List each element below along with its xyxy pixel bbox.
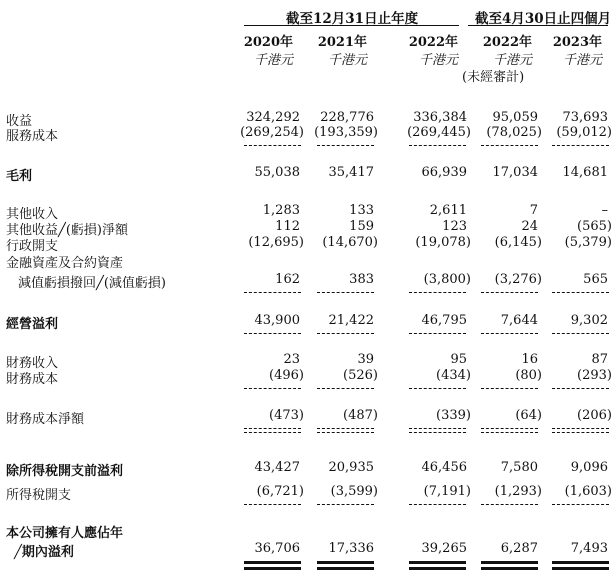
cell: 9,096	[570, 460, 608, 475]
cell: 73,693	[562, 110, 608, 125]
cell: 23	[283, 352, 300, 367]
cell: 14,681	[562, 165, 608, 180]
rule-after-finance-costs	[409, 388, 466, 389]
cell: 46,795	[421, 313, 467, 328]
row-label-income-tax: 所得稅開支	[6, 488, 72, 503]
cell: (496)	[269, 368, 304, 383]
cell: (12,695)	[248, 235, 304, 250]
cell: 66,939	[421, 165, 467, 180]
cell: 383	[349, 272, 374, 287]
cell: (565)	[577, 219, 612, 234]
col-unit-2021: 千港元	[327, 53, 367, 68]
rule-after-finance-costs	[481, 388, 538, 389]
row-label-revenue: 收益	[6, 114, 33, 129]
cell: 6,287	[500, 541, 538, 556]
cell: (64)	[515, 408, 542, 423]
rule-after-net-finance	[409, 428, 466, 429]
rule-after-operating-profit	[409, 333, 466, 334]
row-label-finance-income: 財務收入	[6, 356, 59, 371]
cell: (526)	[343, 368, 378, 383]
cell: 112	[275, 219, 300, 234]
cell: 7,644	[500, 313, 538, 328]
cell: (269,254)	[240, 125, 304, 140]
rule-final-total	[317, 567, 374, 573]
rule-after-net-finance	[481, 432, 538, 433]
cell: –	[601, 203, 608, 218]
cell: (6,145)	[494, 235, 542, 250]
col-year-2022: 2022年	[408, 35, 458, 50]
row-label-gross-profit: 毛利	[6, 169, 33, 184]
col-unit-2022-four-months: 千港元	[492, 53, 532, 68]
rule-after-finance-costs	[244, 388, 301, 389]
cell: 95	[450, 352, 467, 367]
rule-after-net-finance	[552, 428, 609, 429]
rule-after-income-tax	[244, 504, 301, 505]
rule-final-total	[481, 567, 538, 573]
cell: 21,422	[328, 313, 374, 328]
rule-after-impairment	[552, 292, 609, 293]
cell: (1,293)	[494, 484, 542, 499]
cell: (193,359)	[314, 125, 378, 140]
rule-final-total	[552, 567, 609, 573]
cell: 133	[349, 203, 374, 218]
rule-after-income-tax	[317, 504, 374, 505]
col-year-2023-four-months: 2023年	[552, 35, 602, 50]
rule-after-operating-profit	[317, 333, 374, 334]
row-label-profit-period: ╱期內溢利	[14, 545, 74, 560]
col-year-2020: 2020年	[243, 35, 293, 50]
col-year-2022-four-months: 2022年	[482, 35, 532, 50]
cell: 159	[349, 219, 374, 234]
cell: 35,417	[328, 165, 374, 180]
cell: 43,900	[254, 313, 300, 328]
cell: (78,025)	[486, 125, 542, 140]
cell: (434)	[436, 368, 471, 383]
rule-after-net-finance	[409, 432, 466, 433]
cell: (473)	[269, 408, 304, 423]
row-label-finance-costs: 財務成本	[6, 372, 59, 387]
cell: 20,935	[328, 460, 374, 475]
cell: 17,336	[328, 541, 374, 556]
cell: 565	[583, 272, 608, 287]
rule-after-net-finance	[552, 432, 609, 433]
cell: 162	[275, 272, 300, 287]
cell: (206)	[577, 408, 612, 423]
col-unit-2020: 千港元	[253, 53, 293, 68]
cell: (14,670)	[322, 235, 378, 250]
row-label-other-income: 其他收入	[6, 207, 59, 222]
col-year-2021: 2021年	[317, 35, 367, 50]
cell: 9,302	[570, 313, 608, 328]
cell: (5,379)	[564, 235, 612, 250]
cell: 16	[521, 352, 538, 367]
row-label-admin-expenses: 行政開支	[6, 239, 59, 254]
row-label-financial-assets: 金融資產及合約資產	[6, 256, 124, 271]
cell: 43,427	[254, 460, 300, 475]
rule-after-income-tax	[481, 504, 538, 505]
cell: 36,706	[254, 541, 300, 556]
rule-after-operating-profit	[481, 333, 538, 334]
row-label-other-gains-losses: 其他收益╱(虧損)淨額	[6, 223, 128, 238]
cell: 46,456	[421, 460, 467, 475]
rule-after-cost	[317, 145, 374, 146]
rule-after-operating-profit	[552, 333, 609, 334]
cell: 336,384	[413, 110, 467, 125]
cell: 95,059	[492, 110, 538, 125]
cell: (1,603)	[564, 484, 612, 499]
cell: (487)	[343, 408, 378, 423]
cell: (6,721)	[256, 484, 304, 499]
rule-after-income-tax	[552, 504, 609, 505]
cell: (269,445)	[407, 125, 471, 140]
row-label-net-finance-costs: 財務成本淨額	[6, 412, 85, 427]
cell: 55,038	[254, 165, 300, 180]
rule-after-finance-costs	[317, 388, 374, 389]
rule-final-total	[244, 567, 301, 573]
col-unit-2023-four-months: 千港元	[562, 53, 602, 68]
rule-final-total	[409, 567, 466, 573]
rule-after-cost	[244, 145, 301, 146]
cell: 7,493	[570, 541, 608, 556]
rule-after-net-finance	[317, 428, 374, 429]
cell: 228,776	[320, 110, 374, 125]
rule-after-income-tax	[409, 504, 466, 505]
row-label-impairment: 減值虧損撥回╱(減值虧損)	[18, 276, 166, 291]
cell: (3,800)	[423, 272, 471, 287]
cell: (7,191)	[423, 484, 471, 499]
cell: 2,611	[429, 203, 467, 218]
rule-after-cost	[481, 145, 538, 146]
rule-after-impairment	[409, 292, 466, 293]
header-group-four-months-underline	[468, 25, 608, 26]
cell: (3,599)	[330, 484, 378, 499]
row-label-operating-profit: 經營溢利	[6, 317, 59, 332]
header-group-year: 截至12月31日止年度	[286, 11, 419, 27]
rule-after-cost	[552, 145, 609, 146]
cell: 7,580	[500, 460, 538, 475]
cell: 24	[521, 219, 538, 234]
rule-after-operating-profit	[244, 333, 301, 334]
rule-after-impairment	[317, 292, 374, 293]
rule-after-cost	[409, 145, 466, 146]
cell: 39	[357, 352, 374, 367]
cell: (80)	[515, 368, 542, 383]
cell: (59,012)	[556, 125, 612, 140]
rule-after-net-finance	[244, 428, 301, 429]
cell: 17,034	[492, 165, 538, 180]
cell: (293)	[577, 368, 612, 383]
col-note-unaudited: (未經審計)	[462, 70, 525, 85]
cell: (3,276)	[494, 272, 542, 287]
col-unit-2022: 千港元	[418, 53, 458, 68]
cell: 1,283	[262, 203, 300, 218]
cell: (339)	[436, 408, 471, 423]
rule-after-impairment	[481, 292, 538, 293]
rule-after-net-finance	[317, 432, 374, 433]
cell: 123	[442, 219, 467, 234]
row-label-profit-before-tax: 除所得稅開支前溢利	[6, 464, 124, 479]
header-group-year-underline	[244, 25, 459, 26]
row-label-profit-attributable: 本公司擁有人應佔年	[6, 526, 124, 541]
cell: (19,078)	[415, 235, 471, 250]
row-label-cost-of-services: 服務成本	[6, 129, 59, 144]
rule-after-net-finance	[244, 432, 301, 433]
cell: 324,292	[246, 110, 300, 125]
cell: 7	[529, 203, 538, 218]
rule-after-impairment	[244, 292, 301, 293]
rule-after-net-finance	[481, 428, 538, 429]
cell: 87	[591, 352, 608, 367]
rule-after-finance-costs	[552, 388, 609, 389]
cell: 39,265	[421, 541, 467, 556]
header-group-four-months: 截至4月30日止四個月	[475, 11, 612, 27]
